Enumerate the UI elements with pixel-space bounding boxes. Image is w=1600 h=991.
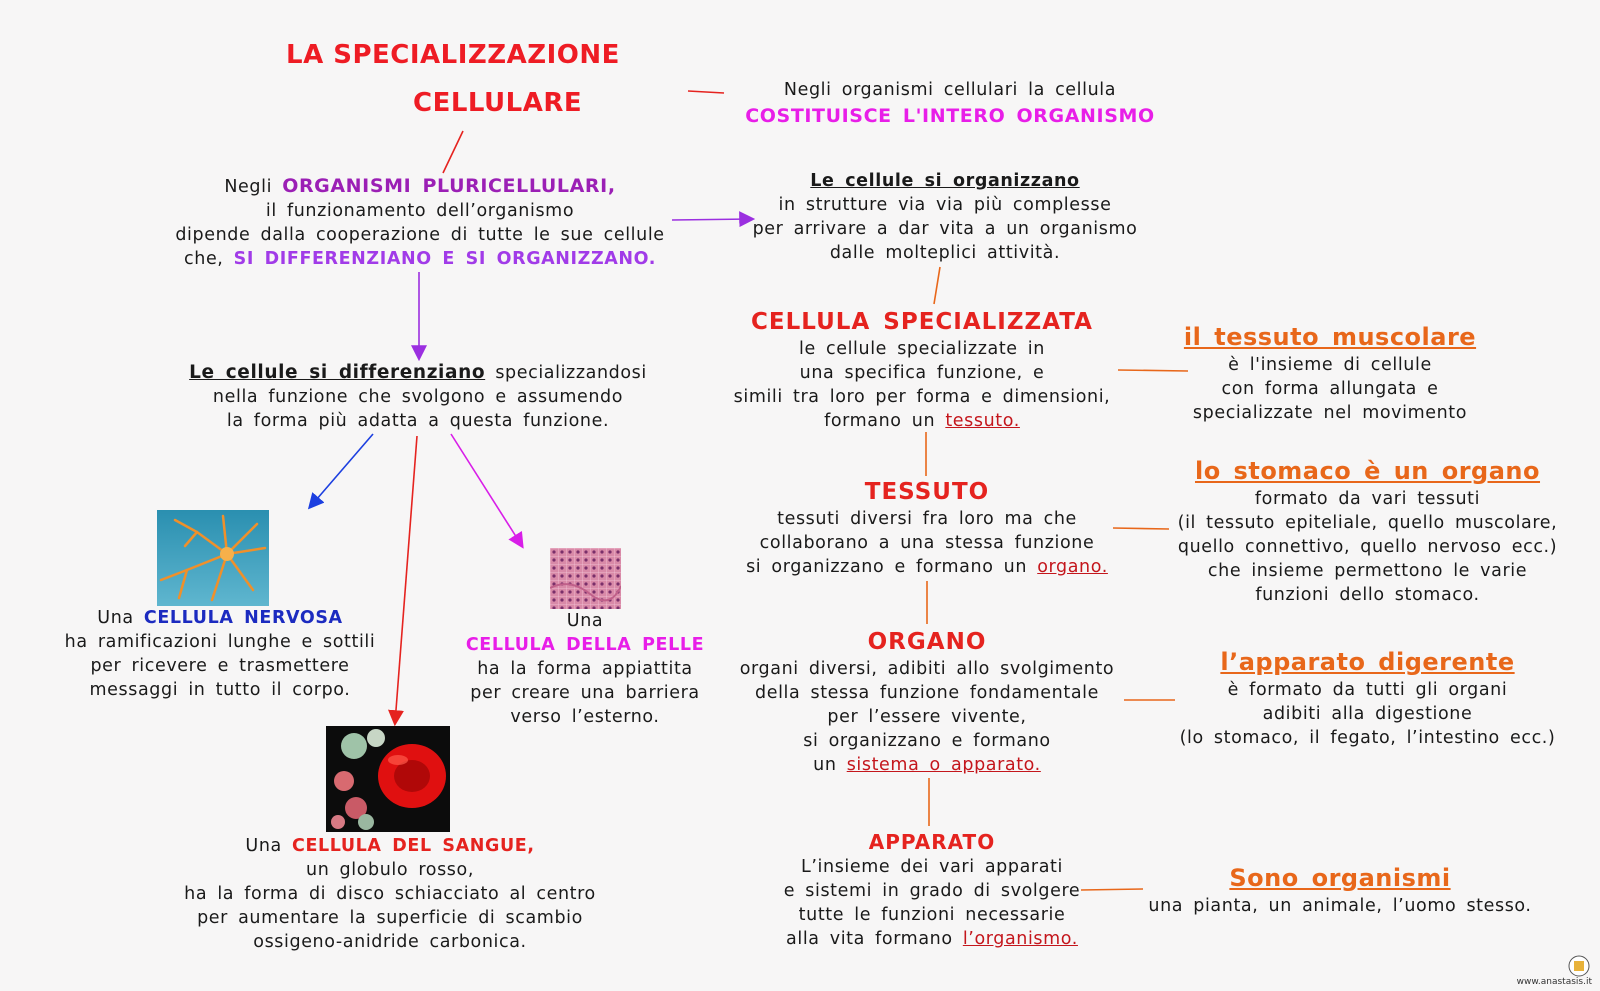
ex-organismi-line2: una pianta, un animale, l’uomo stesso. bbox=[1148, 896, 1532, 916]
nerve-cell-block bbox=[40, 606, 400, 702]
organo-block bbox=[722, 627, 1132, 777]
footer-logo[interactable] bbox=[1517, 955, 1592, 987]
sangue-line3: ha la forma di disco schiacciato al centro bbox=[184, 884, 596, 904]
organismo-link[interactable]: l’organismo. bbox=[962, 929, 1078, 949]
example-digestive-block bbox=[1160, 646, 1575, 750]
organo-line2: organi diversi, adibiti allo svolgimento bbox=[739, 659, 1115, 679]
pelle-line3: ha la forma appiattita bbox=[477, 659, 693, 679]
organizzano-line4: dalle molteplici attività. bbox=[829, 243, 1061, 263]
ex-tessuto-line3: con forma allungata e bbox=[1221, 379, 1439, 399]
spec-line5-pre: formano un bbox=[824, 411, 946, 431]
ex-apparato-line4: (lo stomaco, il fegato, l’intestino ecc.) bbox=[1179, 728, 1556, 748]
apparato-line5-pre: alla vita formano bbox=[786, 929, 963, 949]
logo-icon bbox=[1566, 955, 1592, 977]
sangue-highlight: CELLULA DEL SANGUE, bbox=[292, 836, 535, 856]
pluri-line3: dipende dalla cooperazione di tutte le sue cellule bbox=[175, 225, 665, 245]
ex-apparato-title: l’apparato digerente bbox=[1220, 648, 1515, 676]
spec-line2: le cellule specializzate in bbox=[799, 339, 1045, 359]
spec-title: CELLULA SPECIALIZZATA bbox=[751, 309, 1093, 335]
pluri-to-organizzano-arrow bbox=[672, 219, 752, 220]
footer-site: www.anastasis.it bbox=[1516, 977, 1592, 987]
diff-line2: nella funzione che svolgono e assumendo bbox=[212, 387, 624, 407]
organo-line6-pre: un bbox=[813, 755, 847, 775]
pluri-line1 bbox=[160, 174, 680, 199]
apparato-link[interactable]: sistema o apparato. bbox=[846, 755, 1041, 775]
organizzano-title: Le cellule si organizzano bbox=[810, 171, 1080, 191]
organizzano-to-spec-line bbox=[934, 267, 940, 304]
nerve-cell-image bbox=[157, 510, 269, 606]
ex-tessuto-line2: è l'insieme di cellule bbox=[1228, 355, 1432, 375]
apparato-title: APPARATO bbox=[868, 830, 996, 854]
ex-tessuto-line4: specializzate nel movimento bbox=[1192, 403, 1468, 423]
apparato-line2: L’insieme dei vari apparati bbox=[801, 857, 1063, 877]
uni-line1: Negli organismi cellulari la cellula bbox=[783, 80, 1117, 100]
to-nervosa-arrow bbox=[310, 434, 373, 507]
sangue-pre: Una bbox=[245, 836, 292, 856]
spec-line4: simili tra loro per forma e dimensioni, bbox=[733, 387, 1111, 407]
ex-organo-line5: che insieme permettono le varie bbox=[1207, 561, 1528, 581]
spec-line3: una specifica funzione, e bbox=[799, 363, 1045, 383]
sangue-line5: ossigeno-anidride carbonica. bbox=[253, 932, 527, 952]
tessuto-link[interactable]: tessuto. bbox=[945, 411, 1020, 431]
nervosa-highlight: CELLULA NERVOSA bbox=[143, 608, 343, 628]
example-organisms-block bbox=[1130, 862, 1550, 918]
tessuto-line4 bbox=[722, 555, 1132, 579]
organo-line3: della stessa funzione fondamentale bbox=[755, 683, 1099, 703]
differenziano-block bbox=[168, 361, 668, 433]
pluri-pre: Negli bbox=[224, 177, 283, 197]
pelle-line1: Una bbox=[566, 611, 604, 631]
example-stomach-block bbox=[1160, 455, 1575, 607]
diff-line3: la forma più adatta a questa funzione. bbox=[226, 411, 610, 431]
example-muscle-block bbox=[1165, 321, 1495, 425]
ex-apparato-line2: è formato da tutti gli organi bbox=[1227, 680, 1508, 700]
diff-line1-rest: specializzandosi bbox=[485, 363, 647, 383]
apparato-block bbox=[762, 829, 1102, 951]
sangue-line4: per aumentare la superficie di scambio bbox=[197, 908, 583, 928]
organizzano-line3: per arrivare a dar vita a un organismo bbox=[752, 219, 1138, 239]
organo-line6 bbox=[722, 753, 1132, 777]
pelle-line4: per creare una barriera bbox=[470, 683, 700, 703]
cellula-spec-block bbox=[722, 307, 1122, 433]
blood-cell-block bbox=[170, 834, 610, 954]
organo-title: ORGANO bbox=[867, 629, 987, 655]
tessuto-line2: tessuti diversi fra loro ma che bbox=[777, 509, 1077, 529]
tessuto-title: TESSUTO bbox=[864, 479, 990, 505]
unicellular-block bbox=[720, 78, 1180, 128]
sangue-line1 bbox=[170, 834, 610, 858]
nervosa-line4: messaggi in tutto il corpo. bbox=[89, 680, 351, 700]
pelle-highlight: CELLULA DELLA PELLE bbox=[465, 635, 705, 655]
blood-cell-image bbox=[326, 726, 450, 832]
sangue-line2: un globulo rosso, bbox=[306, 860, 474, 880]
pluri-highlight: ORGANISMI PLURICELLULARI, bbox=[282, 175, 616, 197]
pluri-line4 bbox=[160, 247, 680, 271]
title-to-pluri-line bbox=[443, 131, 463, 173]
diff-title: Le cellule si differenziano bbox=[189, 362, 486, 383]
nervosa-pre: Una bbox=[97, 608, 144, 628]
tessuto-block bbox=[722, 477, 1132, 579]
ex-organo-title: lo stomaco è un organo bbox=[1194, 457, 1541, 485]
tessuto-line4-pre: si organizzano e formano un bbox=[746, 557, 1038, 577]
ex-organo-line6: funzioni dello stomaco. bbox=[1255, 585, 1480, 605]
nervosa-line3: per ricevere e trasmettere bbox=[90, 656, 350, 676]
organo-link[interactable]: organo. bbox=[1037, 557, 1108, 577]
skin-cell-block bbox=[455, 609, 715, 729]
pluri-line4-pre: che, bbox=[184, 249, 234, 269]
pelle-line5: verso l’esterno. bbox=[510, 707, 660, 727]
organizzano-block bbox=[745, 169, 1145, 265]
ex-tessuto-title: il tessuto muscolare bbox=[1183, 323, 1477, 351]
page-title-line2: CELLULARE bbox=[413, 88, 583, 118]
ex-organismi-title: Sono organismi bbox=[1229, 864, 1451, 892]
pluricellular-block bbox=[160, 174, 680, 271]
pluri-line4-highlight: SI DIFFERENZIANO E SI ORGANIZZANO. bbox=[233, 249, 656, 269]
organo-line4: per l’essere vivente, bbox=[827, 707, 1027, 727]
apparato-line5 bbox=[762, 927, 1102, 951]
ex-organo-line4: quello connettivo, quello nervoso ecc.) bbox=[1177, 537, 1558, 557]
spec-line5 bbox=[722, 409, 1122, 433]
nervosa-line2: ha ramificazioni lunghe e sottili bbox=[64, 632, 376, 652]
ex-organo-line3: (il tessuto epiteliale, quello muscolare, bbox=[1177, 513, 1558, 533]
to-pelle-arrow bbox=[451, 434, 522, 546]
diff-line1 bbox=[168, 361, 668, 385]
ex-organo-line2: formato da vari tessuti bbox=[1254, 489, 1481, 509]
ex-apparato-line3: adibiti alla digestione bbox=[1262, 704, 1473, 724]
uni-line2: COSTITUISCE L'INTERO ORGANISMO bbox=[745, 105, 1155, 127]
title-to-uni-line bbox=[688, 91, 724, 93]
apparato-line3: e sistemi in grado di svolgere bbox=[783, 881, 1081, 901]
skin-cell-image bbox=[550, 548, 621, 609]
page-title-line1: LA SPECIALIZZAZIONE bbox=[286, 40, 620, 70]
organo-line5: si organizzano e formano bbox=[803, 731, 1051, 751]
organizzano-line2: in strutture via via più complesse bbox=[778, 195, 1112, 215]
tessuto-line3: collaborano a una stessa funzione bbox=[759, 533, 1095, 553]
apparato-line4: tutte le funzioni necessarie bbox=[798, 905, 1066, 925]
pluri-line2: il funzionamento dell’organismo bbox=[265, 201, 575, 221]
nervosa-line1 bbox=[40, 606, 400, 630]
